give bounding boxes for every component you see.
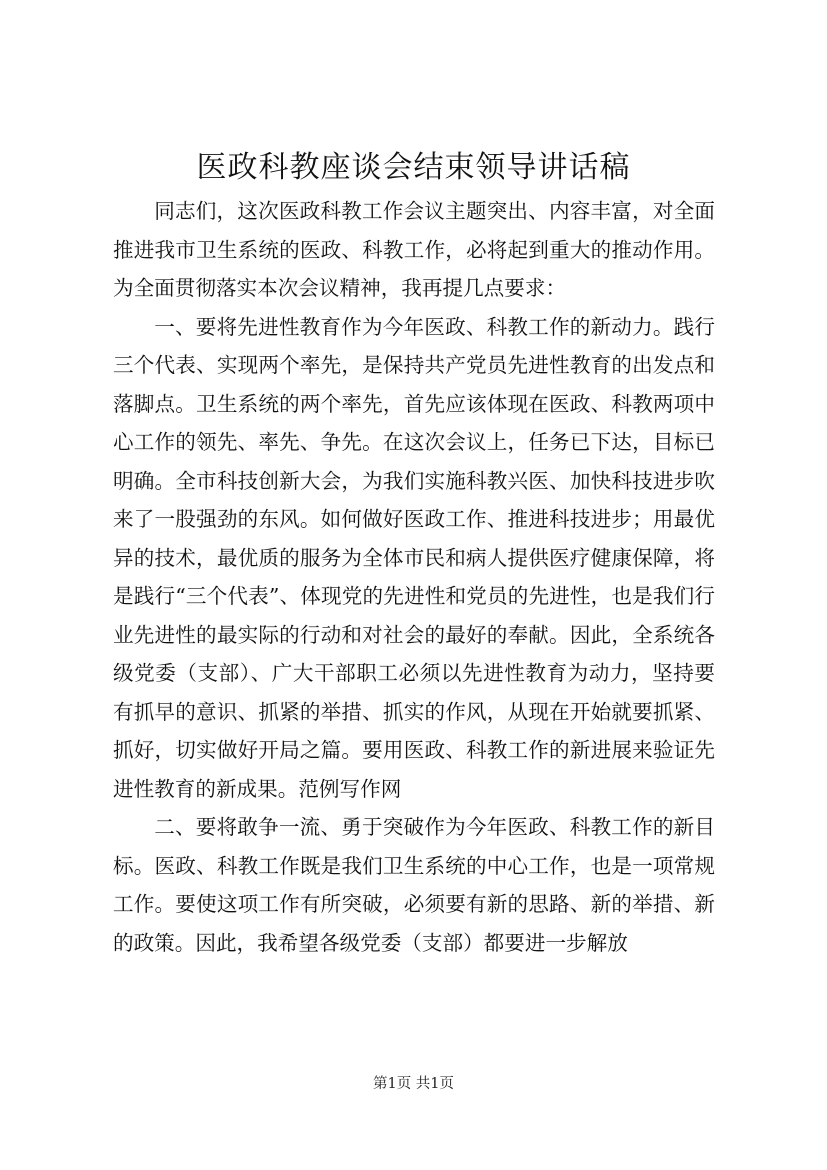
paragraph-intro: 同志们，这次医政科教工作会议主题突出、内容丰富，对全面推进我市卫生系统的医政、科教工作，必将起到重大的推动作用。为全面贯彻落实本次会议精神，我再提几点要求：: [113, 199, 715, 300]
paragraph-point-one: 一、要将先进性教育作为今年医政、科教工作的新动力。践行三个代表、实现两个率先，是保持共产党员先进性教育的出发点和落脚点。卫生系统的两个率先，首先应该体现在医政、科教两项中心工作的领先、率先、争先。在这次会议上，任务已下达，目标已明确。全市科技创新大会，为我们实施科教兴医、加快科技进步吹来了一股强劲的东风。如何做好医政工作、推进科技进步；用最优异的技术，最优质的服务为全体市民和病人提供医疗健康保障，将是践行“三个代表”、体现党的先进性和党员的先进性，也是我们行业先进性的最实际的行动和对社会的最好的奉献。因此，全系统各级党委（支部）、广大干部职工必须以先进性教育为动力，坚持要有抓早的意识、抓紧的举措、抓实的作风，从现在开始就要抓紧、抓好，切实做好开局之篇。要用医政、科教工作的新进展来验证先进性教育的新成果。范例写作网: [113, 314, 715, 801]
document-title: 医政科教座谈会结束领导讲话稿: [196, 150, 631, 185]
page-footer: 第1页 共1页: [372, 1076, 455, 1092]
paragraph-point-two: 二、要将敢争一流、勇于突破作为今年医政、科教工作的新目标。医政、科教工作既是我们卫生系统的中心工作，也是一项常规工作。要使这项工作有所突破，必须要有新的思路、新的举措、新的政策。因此，我希望各级党委（支部）都要进一步解放: [113, 815, 715, 955]
document-body: [113, 192, 715, 962]
